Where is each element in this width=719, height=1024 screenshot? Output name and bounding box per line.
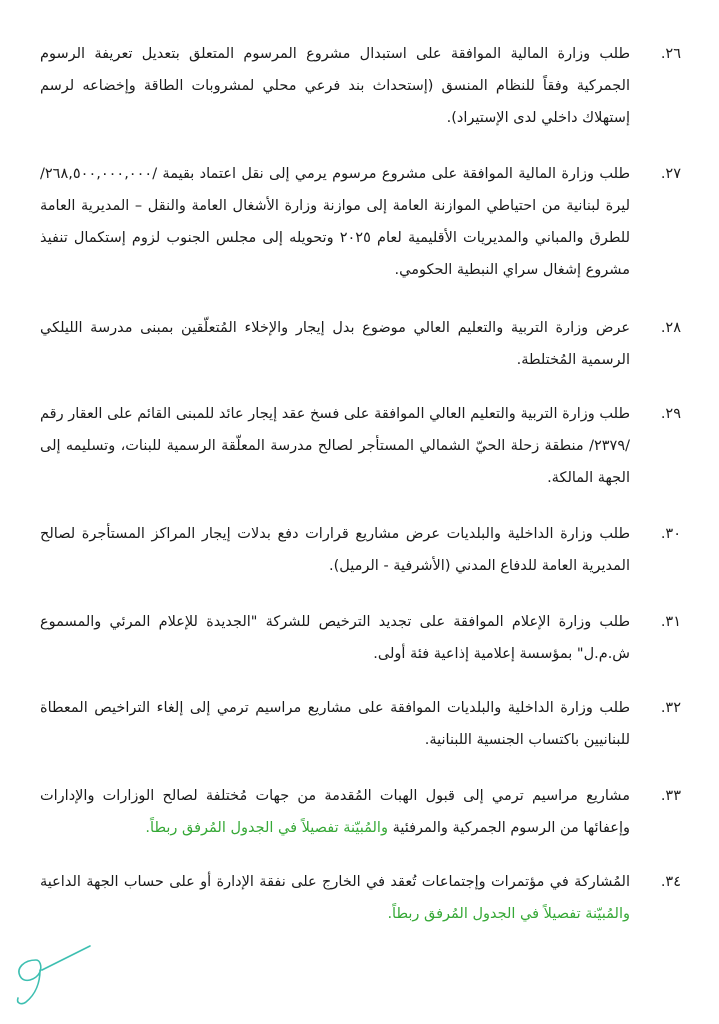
item-text: طلب وزارة المالية الموافقة على مشروع مرسوم يرمي إلى نقل اعتماد بقيمة /٢٦٨,٥٠٠,٠٠٠,٠٠٠/ ليرة لبنانية من احتياطي الموازنة العامة إلى موازنة وزارة الأشغال العامة والنقل – المديرية العامة للطرق والمباني والمديريات الأقليمية لعام ٢٠٢٥ وتحويله إلى مجلس الجنوب لزوم إستكمال تنفيذ مشروع إشغال سراي النبطية الحكومي. bbox=[40, 166, 630, 278]
list-item-31 bbox=[40, 606, 681, 670]
item-number: ٣٣. bbox=[660, 788, 681, 804]
item-highlight: والمُبيّنة تفصيلاً في الجدول المُرفق ربطاً. bbox=[145, 820, 388, 836]
list-item-29 bbox=[40, 398, 681, 494]
item-number: ٣٢. bbox=[660, 700, 681, 716]
list-item-30 bbox=[40, 518, 681, 582]
list-item-33 bbox=[40, 780, 681, 844]
item-text bbox=[40, 780, 630, 844]
item-text: طلب وزارة الإعلام الموافقة على تجديد الترخيص للشركة "الجديدة للإعلام المرئي والمسموع ش.م.ل" بمؤسسة إعلامية إذاعية فئة أولى. bbox=[40, 614, 630, 662]
item-text: طلب وزارة الداخلية والبلديات عرض مشاريع قرارات دفع بدلات إيجار المراكز المستأجرة لصالح المديرية العامة للدفاع المدني (الأشرفية - الرميل). bbox=[40, 526, 630, 574]
signature-stroke bbox=[18, 946, 90, 1004]
item-text bbox=[40, 866, 630, 930]
list-item-34 bbox=[40, 866, 681, 930]
item-body: مشاريع مراسيم ترمي إلى قبول الهبات المُقدمة من جهات مُختلفة لصالح الوزارات والإدارات وإعفائها من الرسوم الجمركية والمرفئية bbox=[40, 788, 630, 836]
item-text: طلب وزارة التربية والتعليم العالي الموافقة على فسخ عقد إيجار عائد للمبنى القائم على العقار رقم /٢٣٧٩/ منطقة زحلة الحيّ الشمالي المستأجر لصالح مدرسة المعلّقة الرسمية للبنات، وتسليمه إلى الجهة المالكة. bbox=[40, 406, 630, 486]
item-number: ٣٤. bbox=[660, 874, 681, 890]
item-number: ٢٩. bbox=[660, 406, 681, 422]
item-text: طلب وزارة المالية الموافقة على استبدال مشروع المرسوم المتعلق بتعديل تعريفة الرسوم الجمركية وفقاً للنظام المنسق (إستحداث بند فرعي محلي لمشروبات الطاقة وإخضاعه لرسم إستهلاك داخلي لدى الإستيراد). bbox=[40, 46, 630, 126]
list-item-32 bbox=[40, 692, 681, 756]
item-text: طلب وزارة الداخلية والبلديات الموافقة على مشاريع مراسيم ترمي إلى إلغاء التراخيص المعطاة للبنانيين باكتساب الجنسية اللبنانية. bbox=[40, 700, 630, 748]
handwritten-signature-icon bbox=[6, 934, 94, 1008]
item-number: ٢٦. bbox=[660, 46, 681, 62]
list-item-26 bbox=[40, 38, 681, 134]
item-number: ٢٨. bbox=[660, 320, 681, 336]
item-number: ٣١. bbox=[660, 614, 681, 630]
item-body: المُشاركة في مؤتمرات وإجتماعات تُعقد في الخارج على نفقة الإدارة أو على حساب الجهة الداعية bbox=[40, 874, 630, 890]
list-item-27 bbox=[40, 158, 681, 286]
list-item-28 bbox=[40, 312, 681, 376]
item-number: ٢٧. bbox=[660, 166, 681, 182]
item-highlight: والمُبيّنة تفصيلاً في الجدول المُرفق ربطاً. bbox=[387, 906, 630, 922]
item-number: ٣٠. bbox=[660, 526, 681, 542]
item-text: عرض وزارة التربية والتعليم العالي موضوع بدل إيجار والإخلاء المُتعلّقين بمبنى مدرسة الليلكي الرسمية المُختلطة. bbox=[40, 320, 630, 368]
